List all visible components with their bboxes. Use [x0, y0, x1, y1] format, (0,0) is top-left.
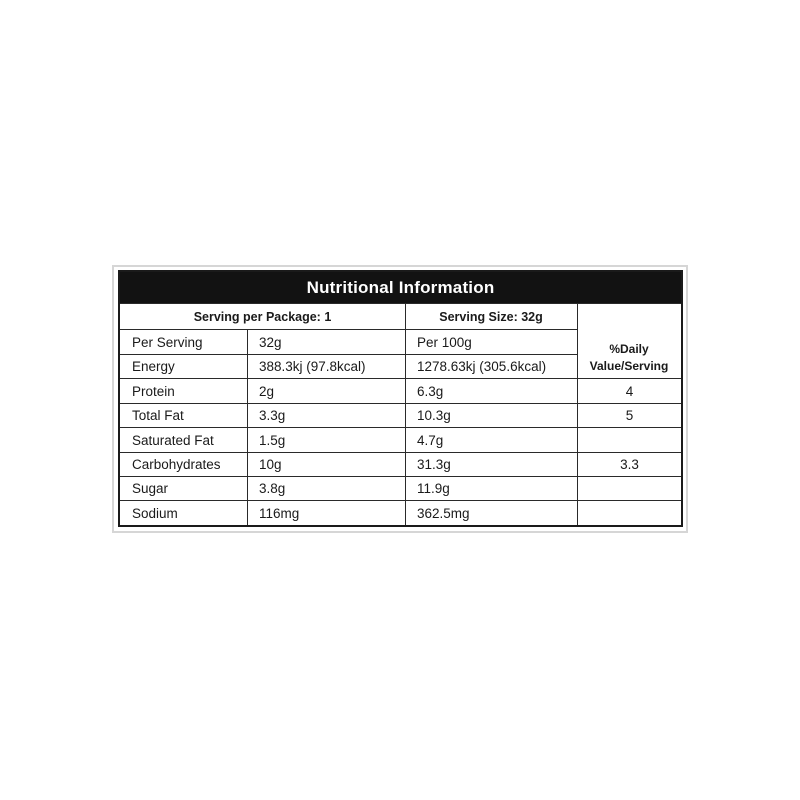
divider — [405, 303, 406, 525]
row-label: Sodium — [132, 505, 178, 521]
per-100g-value: 1278.63kj (305.6kcal) — [417, 359, 547, 374]
per-100g-value: Per 100g — [417, 334, 472, 350]
daily-value: 5 — [625, 408, 634, 423]
per-serving-value: 1.5g — [259, 432, 286, 448]
row-label: Energy — [132, 359, 175, 374]
per-serving-value: 32g — [259, 334, 282, 350]
per-100g-value: 10.3g — [417, 408, 451, 423]
row-label: Sugar — [132, 481, 169, 496]
spacer — [577, 329, 681, 330]
divider — [120, 476, 681, 477]
per-serving-value: 10g — [259, 457, 282, 472]
servings-per-package: Serving per Package: 1 — [193, 309, 332, 324]
per-serving-value: 388.3kj (97.8kcal) — [259, 359, 366, 374]
divider — [120, 500, 681, 501]
label-title: Nutritional Information — [120, 272, 681, 303]
row-label: Per Serving — [132, 334, 203, 350]
per-serving-value: 3.8g — [259, 481, 286, 496]
nutrition-label — [118, 270, 683, 527]
row-label: Carbohydrates — [132, 457, 221, 472]
per-serving-value: 2g — [259, 383, 275, 399]
row-label: Total Fat — [132, 408, 184, 423]
serving-size: Serving Size: 32g — [439, 309, 543, 324]
per-100g-value: 4.7g — [417, 432, 444, 448]
daily-value: 4 — [625, 383, 634, 399]
per-100g-value: 31.3g — [417, 457, 451, 472]
per-100g-value: 362.5mg — [417, 505, 470, 521]
per-serving-value: 3.3g — [259, 408, 286, 423]
row-label: Protein — [132, 383, 175, 399]
daily-value-header: %Daily Value/Serving — [589, 342, 669, 373]
per-100g-value: 11.9g — [417, 481, 450, 496]
per-100g-value: 6.3g — [417, 383, 444, 399]
row-label: Saturated Fat — [132, 432, 214, 448]
daily-value: 3.3 — [620, 457, 639, 472]
per-serving-value: 116mg — [259, 505, 300, 521]
